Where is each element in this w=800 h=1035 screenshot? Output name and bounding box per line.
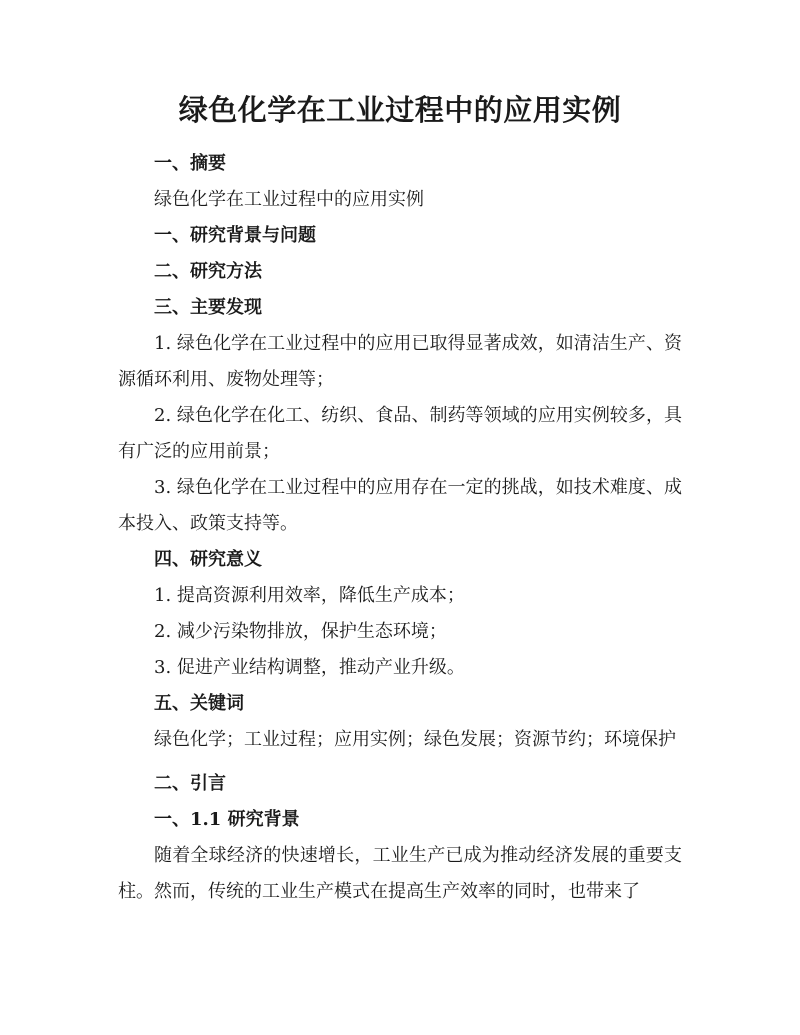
findings-heading: 三、主要发现: [154, 297, 262, 318]
significance-item-3: 3. 促进产业结构调整，推动产业升级。: [154, 657, 465, 678]
finding-item-3: 3. 绿色化学在工业过程中的应用存在一定的挑战，如技术难度、成本投入、政策支持等。: [118, 477, 682, 534]
intro-sub-heading: 一、1.1 研究背景: [154, 809, 300, 830]
intro-heading: 二、引言: [154, 773, 226, 794]
significance-item-1: 1. 提高资源利用效率，降低生产成本；: [154, 585, 465, 606]
keywords-text: 绿色化学；工业过程；应用实例；绿色发展；资源节约；环境保护: [154, 729, 676, 750]
significance-item-2: 2. 减少污染物排放，保护生态环境；: [154, 621, 447, 642]
abstract-text: 绿色化学在工业过程中的应用实例: [154, 189, 424, 210]
intro-text: 随着全球经济的快速增长，工业生产已成为推动经济发展的重要支柱。然而，传统的工业生产模式在提高生产效率的同时，也带来了: [118, 845, 682, 902]
significance-heading: 四、研究意义: [154, 549, 262, 570]
background-heading: 一、研究背景与问题: [154, 225, 316, 246]
finding-item-1: 1. 绿色化学在工业过程中的应用已取得显著成效，如清洁生产、资源循环利用、废物处理等；: [118, 333, 682, 390]
abstract-heading: 一、摘要: [154, 153, 226, 174]
document-title: 绿色化学在工业过程中的应用实例: [178, 93, 622, 127]
methods-heading: 二、研究方法: [154, 261, 262, 282]
keywords-heading: 五、关键词: [154, 693, 244, 714]
finding-item-2: 2. 绿色化学在化工、纺织、食品、制药等领域的应用实例较多，具有广泛的应用前景；: [118, 405, 682, 462]
